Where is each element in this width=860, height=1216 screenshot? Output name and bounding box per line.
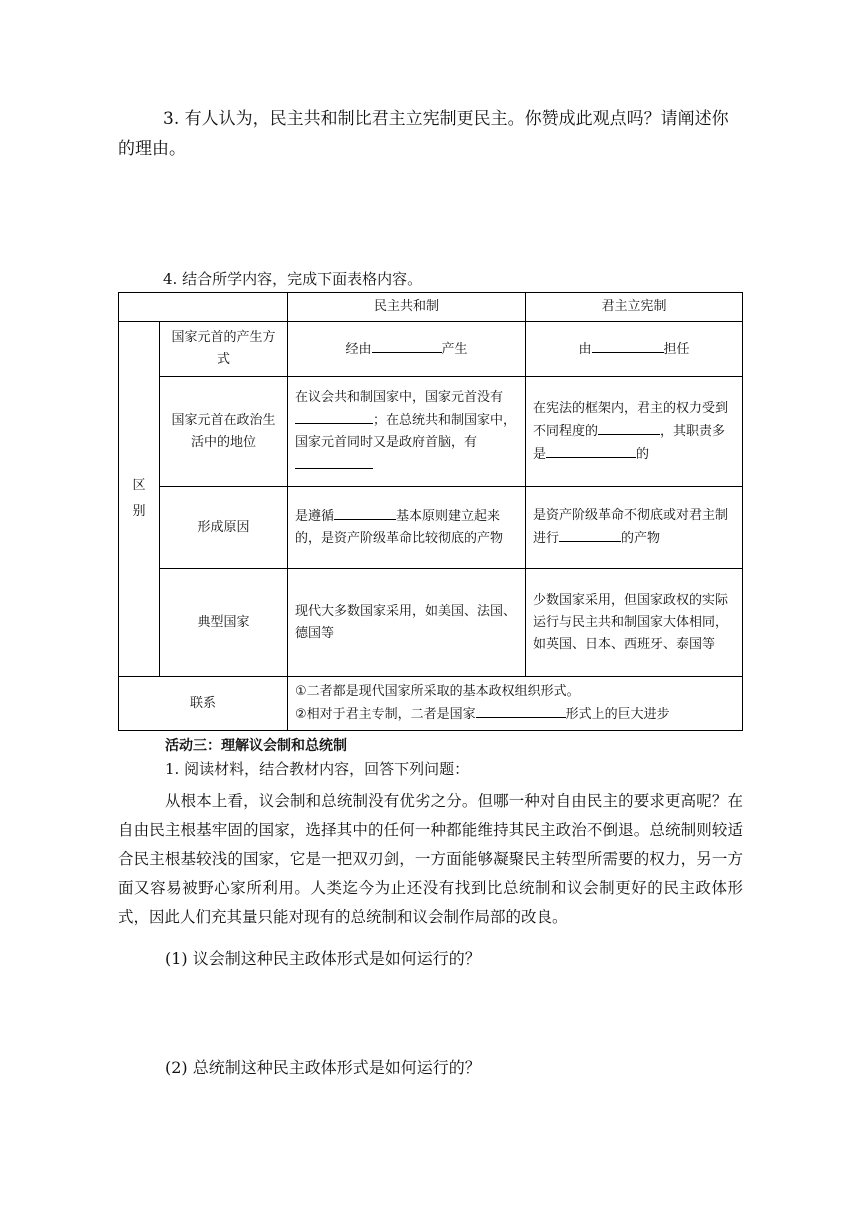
question-3: 3. 有人认为，民主共和制比君主立宪制更民主。你赞成此观点吗？请阐述你的理由。 <box>118 109 729 159</box>
header-republic: 民主共和制 <box>288 293 526 322</box>
head-selection-republic: 经由 产生 <box>288 322 526 377</box>
fill-blank[interactable] <box>598 420 660 435</box>
connection-line-1: ①二者都是现代国家所采取的基本政权组织形式。 <box>295 684 580 699</box>
row-connection-label: 联系 <box>119 677 288 731</box>
row-typical-countries-label: 典型国家 <box>160 569 288 677</box>
connection-content <box>288 677 743 731</box>
head-status-monarchy: 在宪法的框架内，君主的权力受到不同程度的 ，其职责多是 的 <box>526 377 743 487</box>
fill-blank[interactable] <box>334 505 396 520</box>
fill-blank[interactable] <box>476 703 566 718</box>
head-selection-monarchy: 由 担任 <box>526 322 743 377</box>
question-4: 4. 结合所学内容，完成下面表格内容。 <box>163 270 423 288</box>
fill-blank[interactable] <box>295 454 373 469</box>
fill-blank[interactable] <box>546 443 636 458</box>
formation-republic: 是遵循 基本原则建立起来的，是资产阶级革命比较彻底的产物 <box>288 487 526 569</box>
connection-line-2: ②相对于君主专制，二者是国家 形式上的巨大进步 <box>295 703 735 726</box>
row-formation-label: 形成原因 <box>160 487 288 569</box>
fill-blank[interactable] <box>372 338 442 353</box>
typical-countries-monarchy: 少数国家采用，但国家政权的实际运行与民主共和制国家大体相同，如英国、日本、西班牙、泰国等 <box>526 569 743 677</box>
fill-blank[interactable] <box>592 338 664 353</box>
comparison-table <box>118 292 743 731</box>
reading-material: 从根本上看，议会制和总统制没有优劣之分。但哪一种对自由民主的要求更高呢？在自由民主根基牢固的国家，选择其中的任何一种都能维持其民主政治不倒退。总统制则较适合民主根基较浅的国家，它是一把双刃剑，一方面能够凝聚民主转型所需要的权力，另一方面又容易被野心家所利用。人类迄今为止还没有找到比总统制和议会制更好的民主政体形式，因此人们充其量只能对现有的总统制和议会制作局部的改良。 <box>118 792 743 926</box>
row-head-status-label: 国家元首在政治生活中的地位 <box>160 377 288 487</box>
activity-3-instruction: 1. 阅读材料，结合教材内容，回答下列问题： <box>165 760 470 778</box>
fill-blank[interactable] <box>295 409 373 424</box>
table-corner-cell <box>119 293 288 322</box>
row-head-selection-label: 国家元首的产生方式 <box>160 322 288 377</box>
differences-group-label: 区别 <box>119 322 160 677</box>
head-status-republic: 在议会共和制国家中，国家元首没有；在总统共和制国家中，国家元首同时又是政府首脑，有 <box>288 377 526 487</box>
sub-question-2: (2) 总统制这种民主政体形式是如何运行的？ <box>165 1058 481 1077</box>
header-monarchy: 君主立宪制 <box>526 293 743 322</box>
sub-question-1: (1) 议会制这种民主政体形式是如何运行的？ <box>165 949 481 968</box>
activity-3-title: 活动三：理解议会制和总统制 <box>165 738 347 754</box>
formation-monarchy: 是资产阶级革命不彻底或对君主制进行 的产物 <box>526 487 743 569</box>
typical-countries-republic: 现代大多数国家采用，如美国、法国、德国等 <box>288 569 526 677</box>
fill-blank[interactable] <box>559 527 621 542</box>
